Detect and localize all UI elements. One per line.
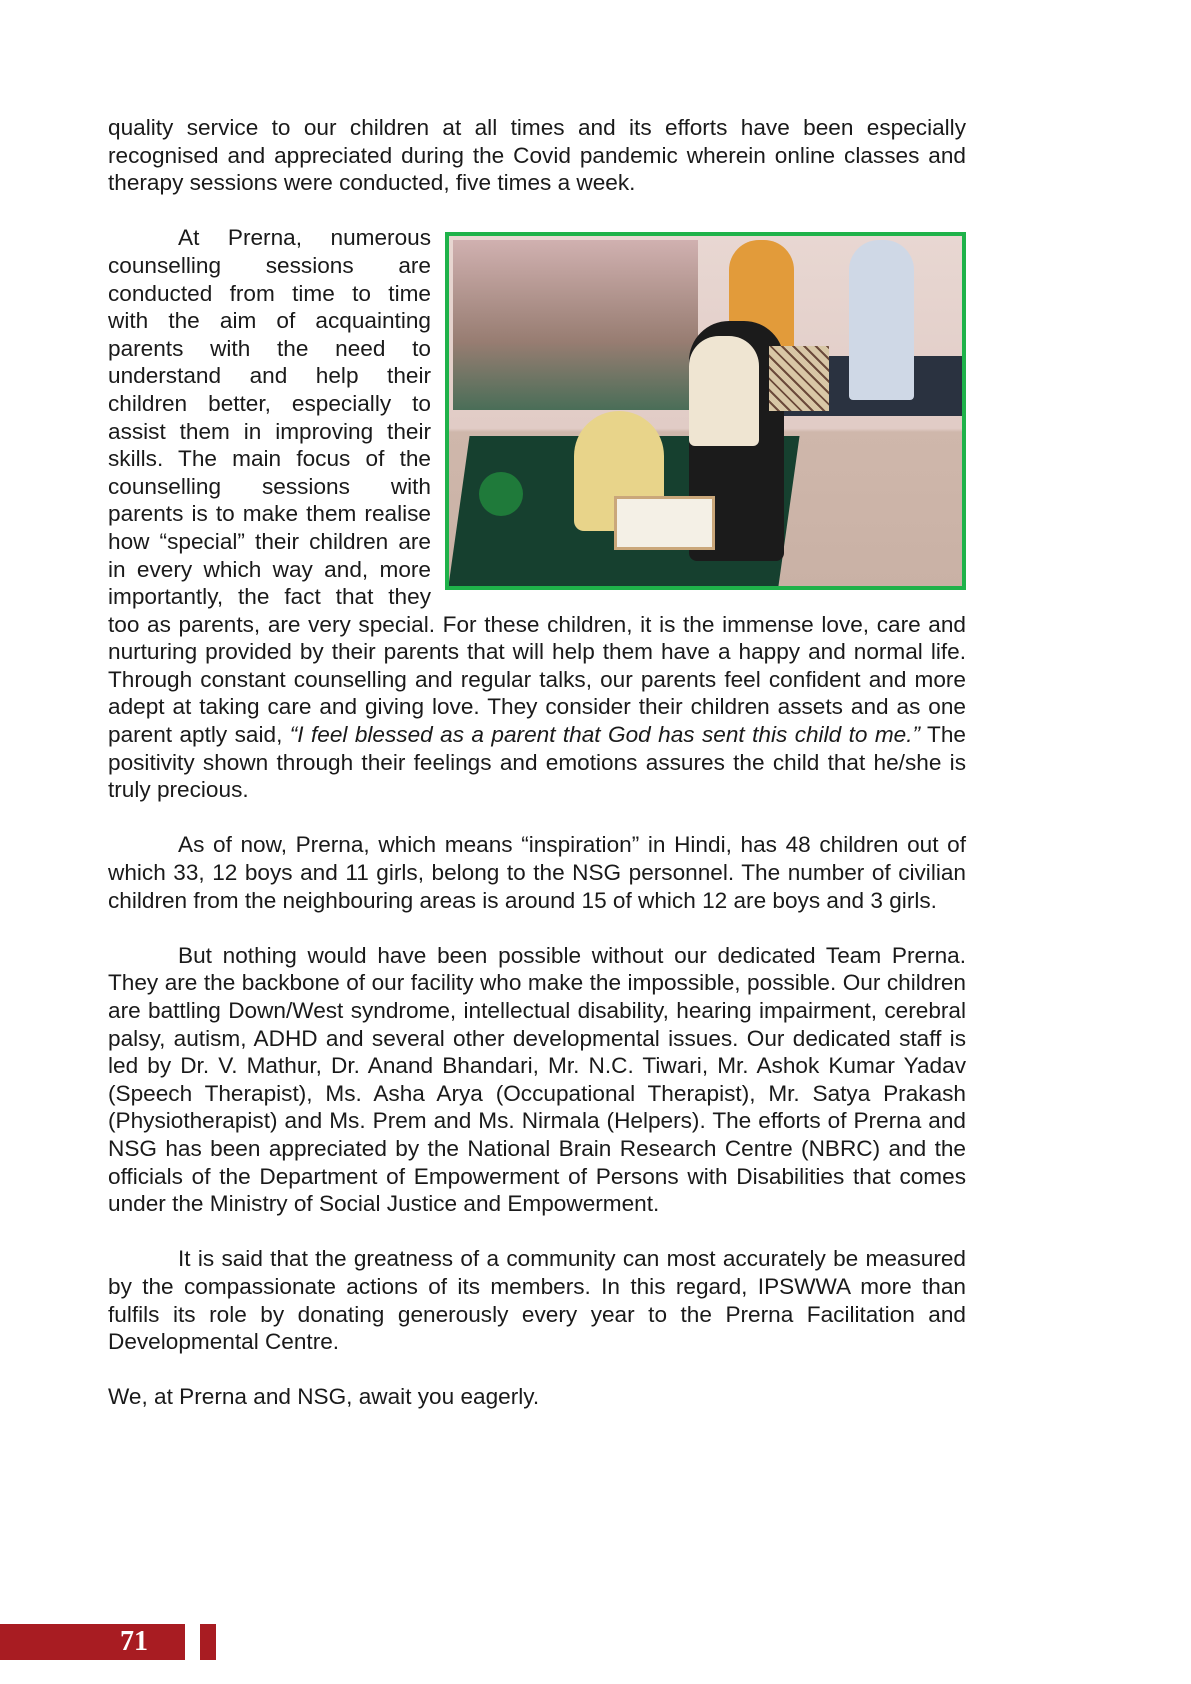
paragraph-6: We, at Prerna and NSG, await you eagerly.: [108, 1384, 540, 1410]
parent-quote: “I feel blessed as a parent that God has sent this child to me.”: [289, 722, 921, 748]
page-number: 71: [120, 1626, 148, 1657]
paragraph-5: It is said that the greatness of a community can most accurately be measured by the compassionate actions of its members. In this regard, IPSWWA more than fulfils its role by donating generously every year to the Prerna Facilitation and Developmental Centre.: [108, 1246, 966, 1355]
paragraph-3: As of now, Prerna, which means “inspiration” in Hindi, has 48 children out of which 33, 12 boys and 11 girls, belong to the NSG personnel. The number of civilian children from the neighbouring areas is around 15 of which 12 are boys and 3 girls.: [108, 832, 966, 913]
footer-accent-tab: [200, 1624, 216, 1660]
paragraph-1: quality service to our children at all times and its efforts have been especially recognised and appreciated during the Covid pandemic wherein online classes and therapy sessions were conducted, five times a week.: [108, 115, 966, 196]
article-body: [108, 114, 966, 1439]
paragraph-2-end: The positivity shown through their feelings and emotions assures the child that he/she is truly precious.: [108, 722, 966, 803]
counselling-session-photo: [445, 232, 966, 590]
paragraph-2-text: At Prerna, numerous counselling sessions are conducted from time to time with the aim of acquainting parents with the need to understand and help their children better, especially to assist them in improving their skills. The main focus of the counselling sessions with parents is to make them realise how “special” their children are in every which way and, more importantly, the fact that they too as parents, are very special. For these children, it is the immense love, care and nurturing provided by their parents that will help them have a happy and normal life. Through constant counselling and regular talks, our parents feel confident and more adept at taking care and giving love. They consider their children assets and as one parent aptly said,: [108, 225, 966, 748]
paragraph-4: But nothing would have been possible without our dedicated Team Prerna. They are the backbone of our facility who make the impossible, possible. Our children are battling Down/West syndrome, intellectual disability, hearing impairment, cerebral palsy, autism, ADHD and several other developmental issues. Our dedicated staff is led by Dr. V. Mathur, Dr. Anand Bhandari, Mr. N.C. Tiwari, Mr. Ashok Kumar Yadav (Speech Therapist), Ms. Asha Arya (Occupational Therapist), Mr. Satya Prakash (Physiotherapist) and Ms. Prem and Ms. Nirmala (Helpers). The efforts of Prerna and NSG has been appreciated by the National Brain Research Centre (NBRC) and the officials of the Department of Empowerment of Persons with Disabilities that comes under the Ministry of Social Justice and Empowerment.: [108, 942, 966, 1217]
